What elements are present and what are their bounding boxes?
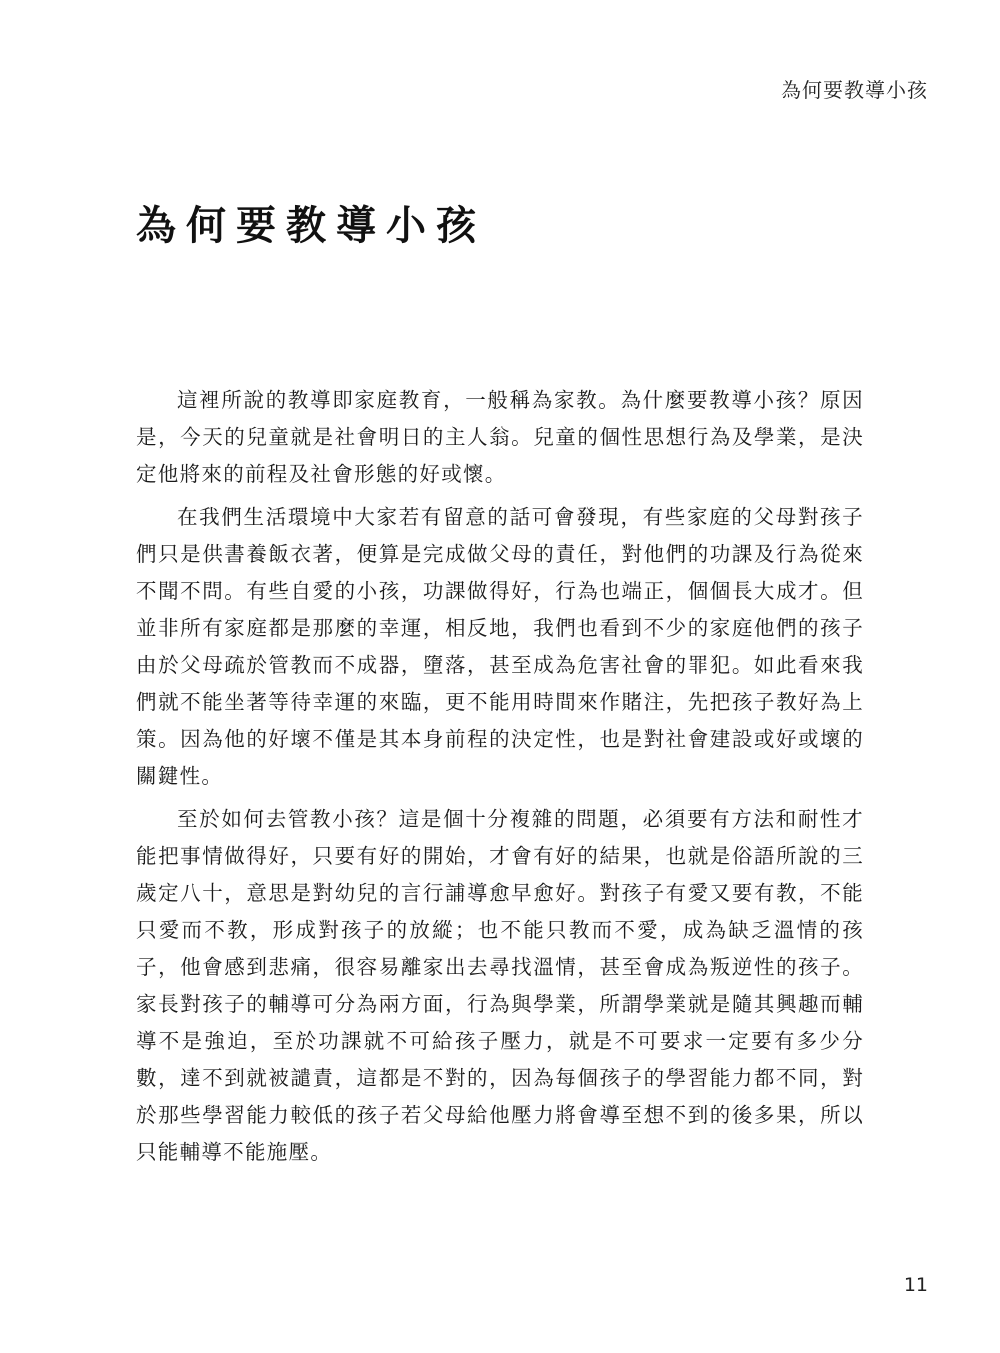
chapter-title: 為何要教導小孩 xyxy=(136,202,486,249)
paragraph-3: 至於如何去管教小孩？這是個十分複雜的問題，必須要有方法和耐性才能把事情做得好，只要有好的開始，才會有好的結果，也就是俗語所說的三歲定八十，意思是對幼兒的言行誧導愈早愈好。對孩子有愛又要有教，不能只愛而不教，形成對孩子的放縱；也不能只教而不愛，成為缺乏溫情的孩子，他會感到悲痛，很容易離家出去尋找溫情，甚至會成為叛逆性的孩子。家長對孩子的輔導可分為兩方面，行為與學業，所謂學業就是隨其興趣而輔導不是強迫，至於功課就不可給孩子壓力，就是不可要求一定要有多少分數，達不到就被譴責，這都是不對的，因為每個孩子的學習能力都不同，對於那些學習能力較低的孩子若父母給他壓力將會導至想不到的後多果，所以只能輔導不能施壓。 xyxy=(136,807,864,1164)
paragraph-2: 在我們生活環境中大家若有留意的話可會發現，有些家庭的父母對孩子們只是供書養飯衣著，便算是完成做父母的責任，對他們的功課及行為從來不聞不問。有些自愛的小孩，功課做得好，行為也端正，個個長大成才。但並非所有家庭都是那麼的幸運，相反地，我們也看到不少的家庭他們的孩子由於父母疏於管教而不成器，墮落，甚至成為危害社會的罪犯。如此看來我們就不能坐著等待幸運的來臨，更不能用時間來作賭注，先把孩子教好為上策。因為他的好壞不僅是其本身前程的決定性，也是對社會建設或好或壞的關鍵性。 xyxy=(136,505,864,788)
running-header: 為何要教導小孩 xyxy=(781,78,928,102)
page-number: 11 xyxy=(903,1274,928,1296)
body-text xyxy=(136,382,864,1171)
paragraph-1: 這裡所說的教導即家庭教育，一般稱為家教。為什麼要教導小孩？原因是，今天的兒童就是社會明日的主人翁。兒童的個性思想行為及學業，是決定他將來的前程及社會形態的好或懷。 xyxy=(136,388,864,486)
